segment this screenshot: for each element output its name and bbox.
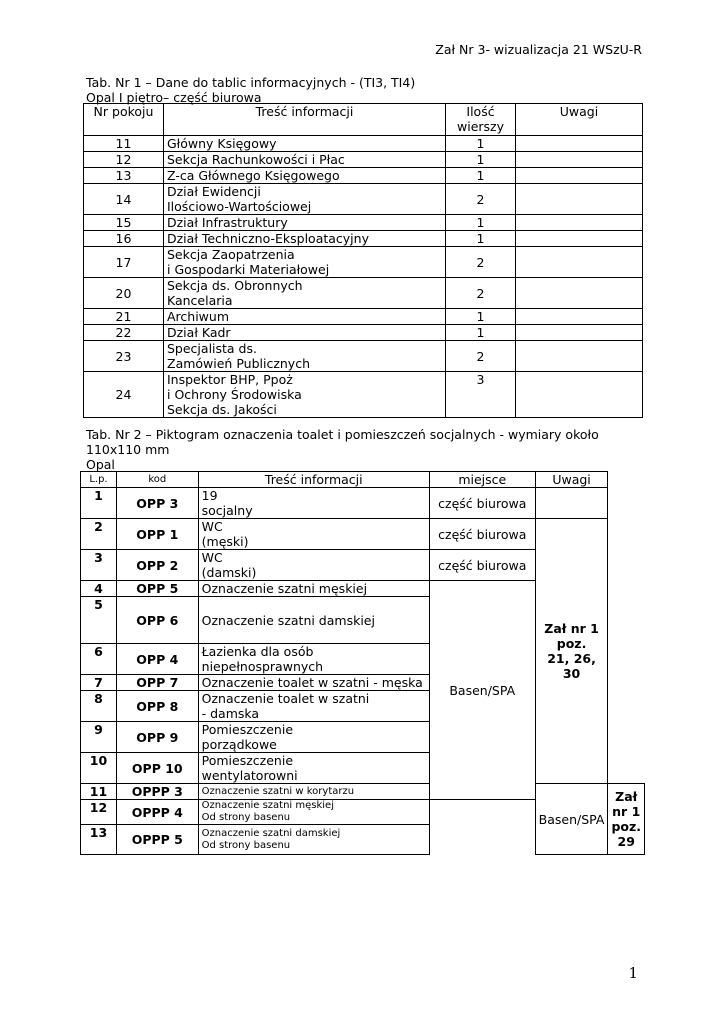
room-number: 24: [84, 372, 164, 418]
line-count: 1: [446, 152, 516, 168]
table2-title: Tab. Nr 2 – Piktogram oznaczenia toalet i pomieszczeń socjalnych - wymiary około: [86, 427, 599, 442]
header-lines: Ilość wierszy: [446, 104, 516, 136]
table2-row: [81, 784, 645, 800]
line-count: 1: [446, 136, 516, 152]
row-code: OPP 5: [116, 581, 198, 597]
row-code: OPPP 5: [116, 825, 198, 855]
notes-cell: [516, 309, 643, 325]
header-text: Treść informacji: [198, 472, 429, 488]
table1-row: [84, 278, 643, 309]
header-text: Treść informacji: [164, 104, 446, 136]
room-number: 17: [84, 247, 164, 278]
info-text: Oznaczenie szatni męskiej Od strony basenu: [198, 800, 429, 825]
table2-row: [81, 488, 645, 519]
room-number: 21: [84, 309, 164, 325]
notes-cell: [516, 215, 643, 231]
room-number: 23: [84, 341, 164, 372]
table1-row: [84, 231, 643, 247]
row-code: OPP 7: [116, 675, 198, 691]
info-text: Oznaczenie szatni w korytarzu: [198, 784, 429, 800]
row-code: OPP 9: [116, 722, 198, 753]
info-text: Dział Infrastruktury: [164, 215, 446, 231]
table2-subtitle: Opal: [86, 457, 115, 472]
info-text: Z-ca Głównego Księgowego: [164, 168, 446, 184]
table1: [83, 103, 643, 418]
line-count: 1: [446, 309, 516, 325]
line-count: 1: [446, 325, 516, 341]
header-lp: L.p.: [81, 472, 117, 488]
table1-row: [84, 184, 643, 215]
info-text: Łazienka dla osób niepełnosprawnych: [198, 644, 429, 675]
row-code: OPP 2: [116, 550, 198, 581]
row-code: OPPP 4: [116, 800, 198, 825]
row-code: OPP 1: [116, 519, 198, 550]
notes-cell: [535, 488, 608, 519]
info-text: Archiwum: [164, 309, 446, 325]
table1-row: [84, 341, 643, 372]
info-text: Pomieszczenie porządkowe: [198, 722, 429, 753]
row-lp: 7: [81, 675, 117, 691]
line-count: 2: [446, 341, 516, 372]
table2: [80, 471, 645, 855]
row-code: OPP 6: [116, 597, 198, 644]
table2-row: [81, 519, 645, 550]
info-text: Oznaczenie szatni damskiej Od strony basenu: [198, 825, 429, 855]
row-lp: 9: [81, 722, 117, 753]
place-cell: część biurowa: [429, 550, 535, 581]
info-text: Specjalista ds. Zamówień Publicznych: [164, 341, 446, 372]
table1-row: [84, 325, 643, 341]
row-lp: 13: [81, 825, 117, 855]
notes-cell: [516, 152, 643, 168]
row-lp: 4: [81, 581, 117, 597]
table2-header-row: [81, 472, 645, 488]
room-number: 14: [84, 184, 164, 215]
row-lp: 11: [81, 784, 117, 800]
header-notes: Uwagi: [535, 472, 608, 488]
info-text: Dział Techniczno-Eksploatacyjny: [164, 231, 446, 247]
info-text: Sekcja ds. Obronnych Kancelaria: [164, 278, 446, 309]
table1-caption: [86, 75, 415, 105]
info-text: Oznaczenie toalet w szatni - męska: [198, 675, 429, 691]
table1-row: [84, 247, 643, 278]
room-number: 22: [84, 325, 164, 341]
table1-header-row: [84, 104, 643, 136]
info-text: Dział Kadr: [164, 325, 446, 341]
table2-caption: [86, 427, 599, 472]
notes-cell: [516, 278, 643, 309]
notes-cell: [516, 325, 643, 341]
line-count: 2: [446, 247, 516, 278]
row-lp: 6: [81, 644, 117, 675]
row-lp: 5: [81, 597, 117, 644]
table1-row: [84, 168, 643, 184]
room-number: 15: [84, 215, 164, 231]
place-cell: część biurowa: [429, 519, 535, 550]
info-text: Inspektor BHP, Ppoż i Ochrony Środowiska Sekcja ds. Jakości: [164, 372, 446, 418]
info-text: Dział Ewidencji Ilościowo-Wartościowej: [164, 184, 446, 215]
line-count: 1: [446, 231, 516, 247]
room-number: 16: [84, 231, 164, 247]
room-number: 13: [84, 168, 164, 184]
row-lp: 1: [81, 488, 117, 519]
info-text: Oznaczenie toalet w szatni - damska: [198, 691, 429, 722]
place-cell: Basen/SPA: [535, 784, 608, 855]
table1-row: [84, 309, 643, 325]
notes-cell: [516, 184, 643, 215]
row-code: OPP 10: [116, 753, 198, 784]
info-text: Oznaczenie szatni męskiej: [198, 581, 429, 597]
table1-title: Tab. Nr 1 – Dane do tablic informacyjnych - (TI3, TI4): [86, 75, 416, 90]
notes-cell: [516, 341, 643, 372]
info-text: Sekcja Zaopatrzenia i Gospodarki Materiałowej: [164, 247, 446, 278]
info-text: Oznaczenie szatni damskiej: [198, 597, 429, 644]
table2-dimensions: 110x110 mm: [86, 442, 170, 457]
info-text: WC (damski): [198, 550, 429, 581]
place-cell: Basen/SPA: [429, 581, 535, 800]
page-number: 1: [628, 964, 638, 982]
table1-subtitle: Opal I piętro– część biurowa: [86, 90, 262, 105]
row-lp: 3: [81, 550, 117, 581]
line-count: 2: [446, 184, 516, 215]
info-text: Pomieszczenie wentylatorowni: [198, 753, 429, 784]
row-lp: 10: [81, 753, 117, 784]
line-count: 2: [446, 278, 516, 309]
header-notes: Uwagi: [516, 104, 643, 136]
table1-row: [84, 372, 643, 418]
row-lp: 8: [81, 691, 117, 722]
room-number: 20: [84, 278, 164, 309]
row-code: OPPP 3: [116, 784, 198, 800]
info-text: Główny Księgowy: [164, 136, 446, 152]
row-code: OPP 8: [116, 691, 198, 722]
notes-cell: [516, 372, 643, 418]
notes-cell: [516, 168, 643, 184]
notes-cell: [516, 136, 643, 152]
row-code: OPP 4: [116, 644, 198, 675]
room-number: 12: [84, 152, 164, 168]
place-cell: część biurowa: [429, 488, 535, 519]
room-number: 11: [84, 136, 164, 152]
table1-row: [84, 152, 643, 168]
line-count: 1: [446, 215, 516, 231]
document-header: Zał Nr 3- wizualizacja 21 WSzU-R: [435, 42, 642, 57]
row-lp: 12: [81, 800, 117, 825]
header-room: Nr pokoju: [84, 104, 164, 136]
info-text: WC (męski): [198, 519, 429, 550]
row-lp: 2: [81, 519, 117, 550]
line-count: 3: [446, 372, 516, 418]
header-kod: kod: [116, 472, 198, 488]
info-text: Sekcja Rachunkowości i Płac: [164, 152, 446, 168]
header-place: miejsce: [429, 472, 535, 488]
info-text: 19 socjalny: [198, 488, 429, 519]
table1-row: [84, 215, 643, 231]
row-code: OPP 3: [116, 488, 198, 519]
table1-row: [84, 136, 643, 152]
notes-reference-2: Zał nr 1 poz. 29: [608, 784, 645, 855]
notes-reference-1: Zał nr 1 poz. 21, 26, 30: [535, 519, 608, 784]
notes-cell: [516, 247, 643, 278]
notes-cell: [516, 231, 643, 247]
line-count: 1: [446, 168, 516, 184]
